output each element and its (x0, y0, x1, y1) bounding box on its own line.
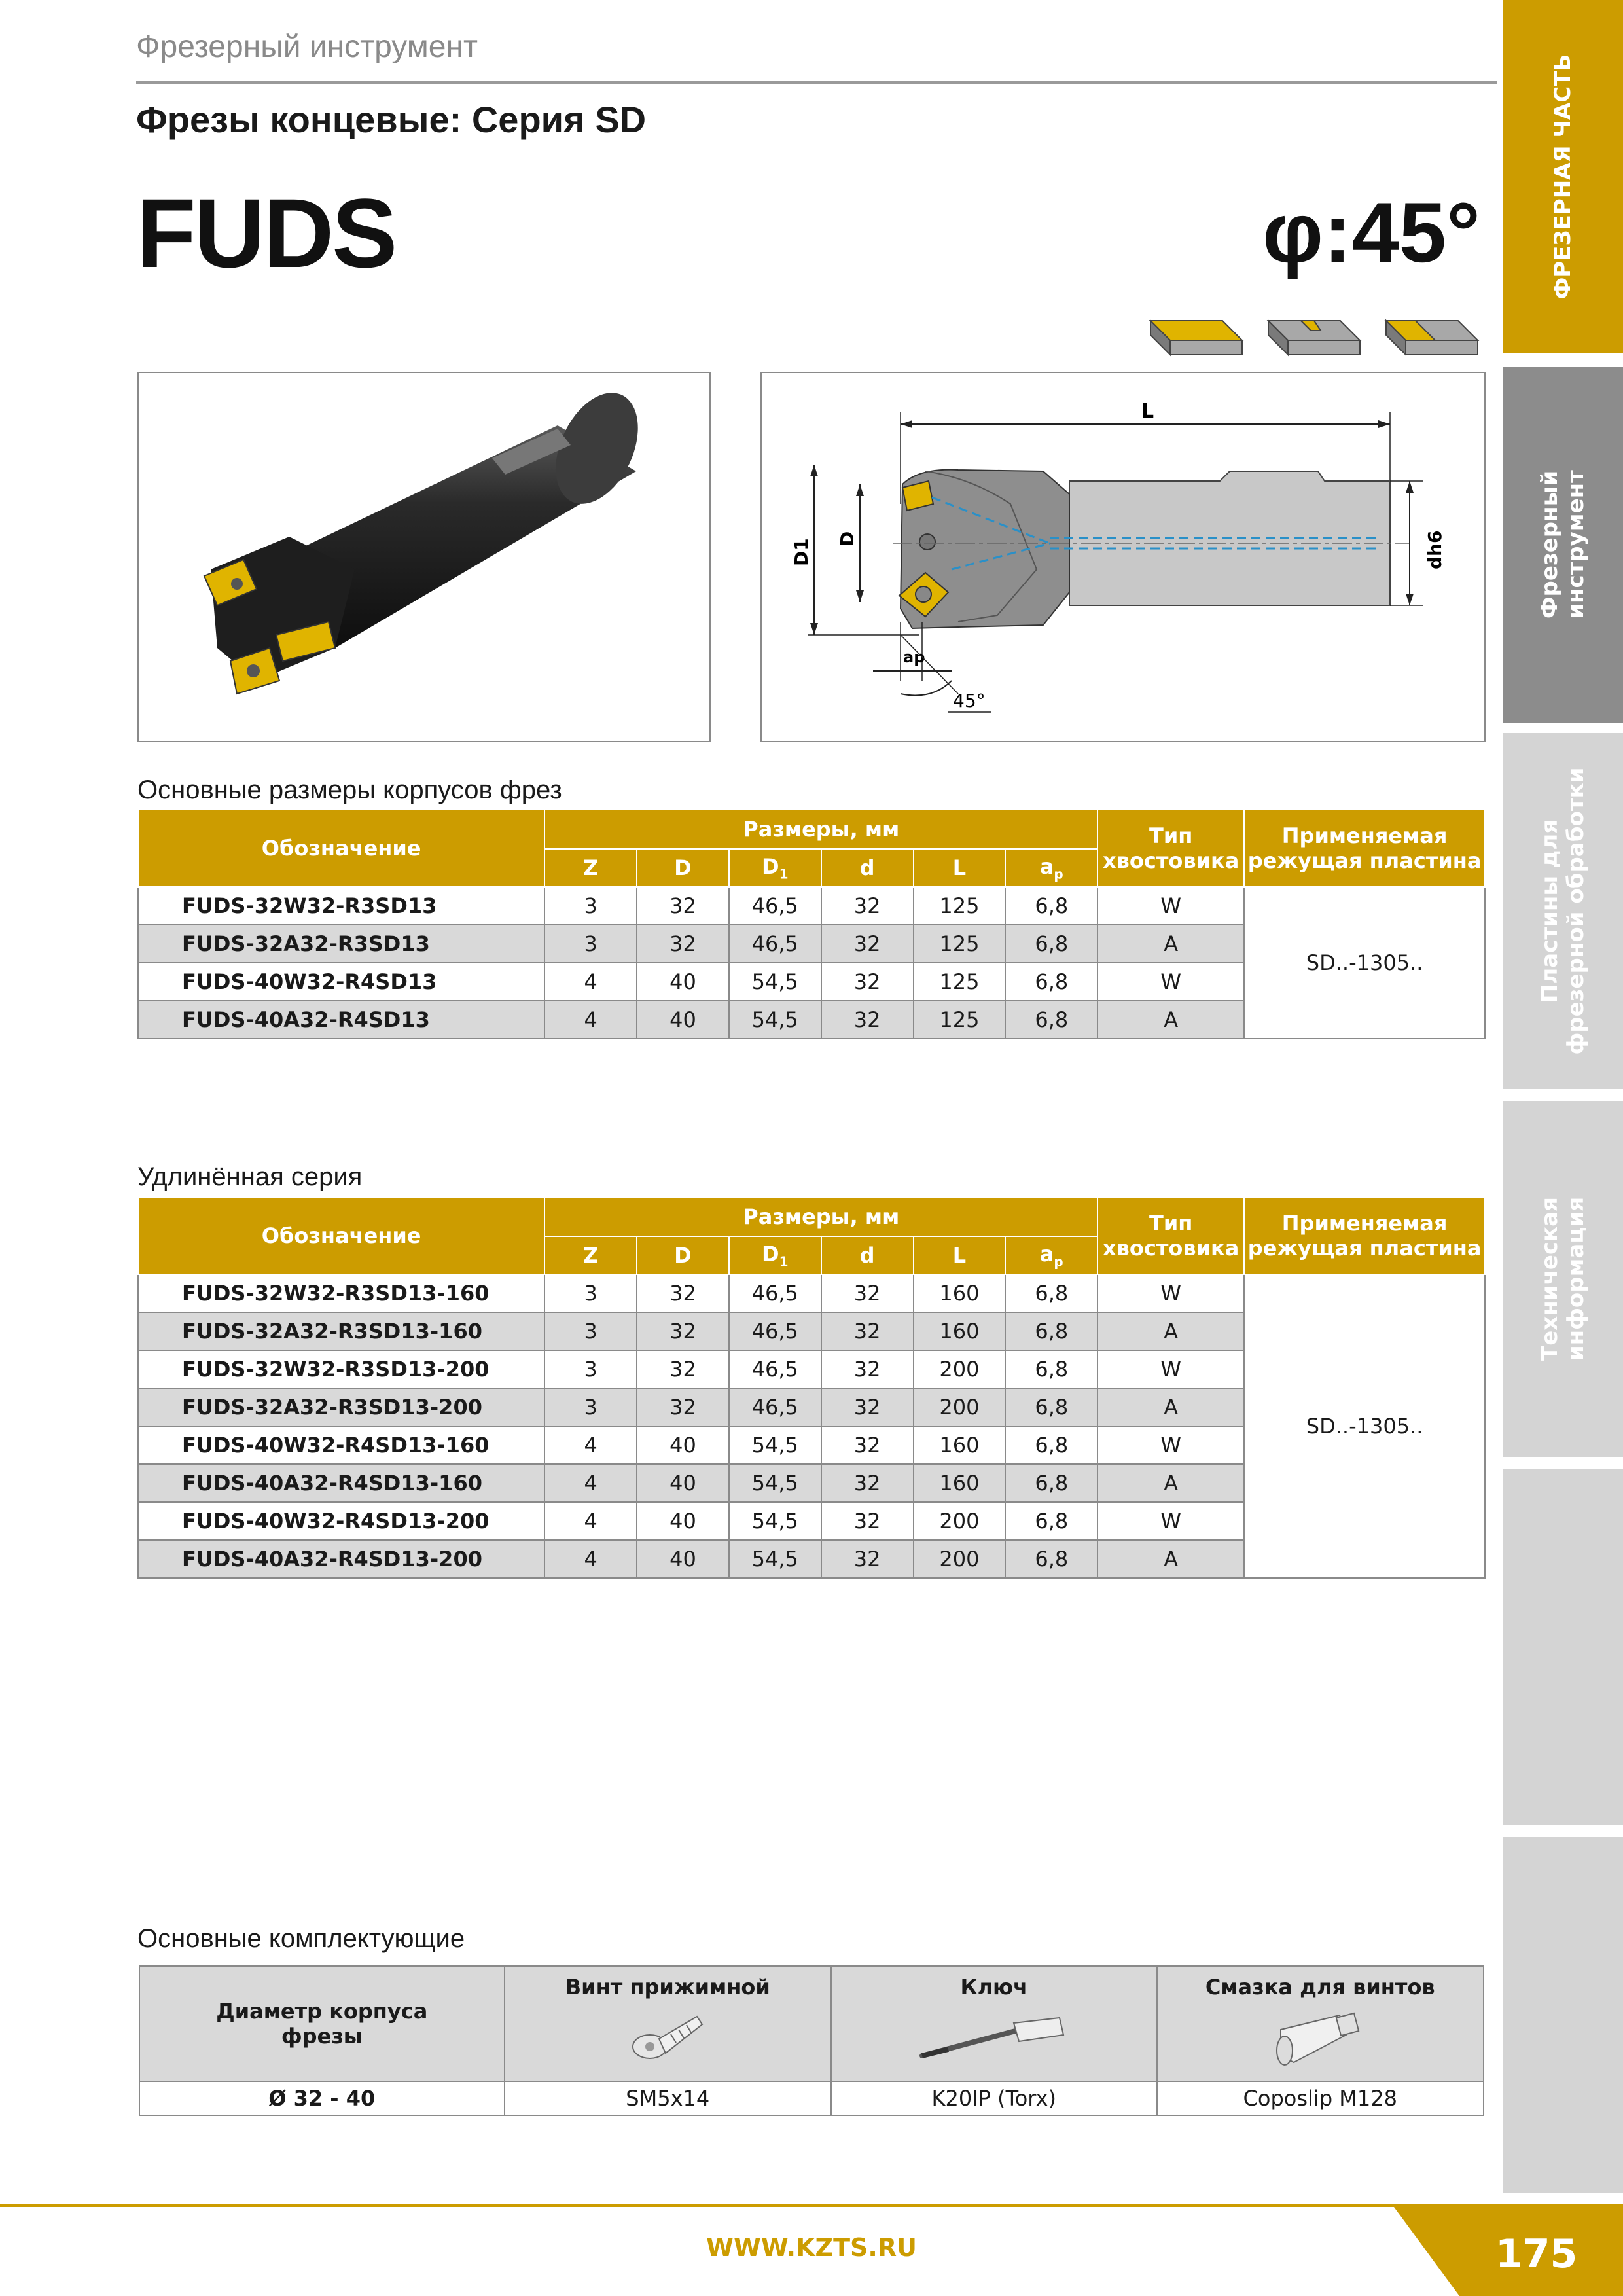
table-cell: 32 (637, 887, 729, 925)
table-cell: 3 (544, 1350, 637, 1388)
table-cell: 6,8 (1005, 1502, 1097, 1540)
table-cell: A (1097, 1001, 1244, 1039)
table-cell: 200 (914, 1502, 1006, 1540)
table-cell: 200 (914, 1540, 1006, 1578)
cell-designation: FUDS-32A32-R3SD13-200 (138, 1388, 544, 1426)
col-header-1: D (637, 849, 729, 887)
insert-chamfer-icon (1268, 321, 1360, 355)
table-cell: 160 (914, 1464, 1006, 1502)
insert-shapes-icon (1144, 308, 1484, 367)
insert-flat-icon (1150, 321, 1242, 355)
table-cell: 32 (637, 925, 729, 963)
table-cell: 46,5 (729, 1274, 821, 1312)
table-cell: 6,8 (1005, 963, 1097, 1001)
side-tab-5[interactable] (1503, 1837, 1623, 2193)
header-shank: Тип хвостовика (1097, 1197, 1244, 1274)
cell-designation: FUDS-32W32-R3SD13-160 (138, 1274, 544, 1312)
table-cell: 3 (544, 1312, 637, 1350)
header-divider (136, 81, 1497, 84)
table-cell: 40 (637, 1464, 729, 1502)
label-D1: D1 (791, 538, 812, 566)
product-photo (137, 372, 711, 742)
table-cell: 32 (637, 1350, 729, 1388)
col-header-2: $D_1$ (729, 1236, 821, 1274)
table-cell: 3 (544, 925, 637, 963)
table-cell: W (1097, 1426, 1244, 1464)
col-header-4: L (914, 849, 1006, 887)
table-cell: W (1097, 963, 1244, 1001)
table-cell: 46,5 (729, 887, 821, 925)
header-name: Обозначение (138, 1197, 544, 1274)
cell-designation: FUDS-32A32-R3SD13 (138, 925, 544, 963)
table-cell: 32 (637, 1388, 729, 1426)
table-cell: W (1097, 887, 1244, 925)
footer-divider (0, 2204, 1623, 2207)
table-cell: 6,8 (1005, 1388, 1097, 1426)
page-number: 175 (1495, 2231, 1578, 2277)
acc-header-diameter: Диаметр корпуса фрезы (139, 1966, 505, 2081)
table-cell: 125 (914, 925, 1006, 963)
angle-label: φ:45° (1262, 185, 1480, 280)
table-cell: W (1097, 1502, 1244, 1540)
table-cell: 54,5 (729, 1426, 821, 1464)
col-header-3: d (821, 849, 914, 887)
table-cell: 3 (544, 887, 637, 925)
col-header-0: Z (544, 849, 637, 887)
table-cell: 32 (821, 887, 914, 925)
table-cell: 32 (821, 925, 914, 963)
cell-designation: FUDS-40A32-R4SD13-160 (138, 1464, 544, 1502)
screw-icon (618, 2003, 717, 2069)
table-cell: 200 (914, 1388, 1006, 1426)
table-cell: 6,8 (1005, 1001, 1097, 1039)
acc-header-screw (505, 1966, 831, 2081)
header-dims: Размеры, мм (544, 1197, 1097, 1236)
cell-designation: FUDS-40W32-R4SD13-160 (138, 1426, 544, 1464)
header-name: Обозначение (138, 810, 544, 887)
technical-drawing (760, 372, 1486, 742)
side-tab-label: Пластины для фрезерной обработки (1537, 767, 1589, 1055)
table-cell: 32 (821, 963, 914, 1001)
table-cell: 160 (914, 1312, 1006, 1350)
col-header-3: d (821, 1236, 914, 1274)
col-header-5: $a_p$ (1005, 849, 1097, 887)
label-D: D (836, 531, 858, 547)
label-angle: 45° (953, 690, 986, 711)
table1 (137, 809, 1486, 1039)
table-cell: 4 (544, 963, 637, 1001)
table-cell: 40 (637, 1426, 729, 1464)
table-cell: A (1097, 925, 1244, 963)
table-cell: 6,8 (1005, 1540, 1097, 1578)
table-cell: 46,5 (729, 925, 821, 963)
table-row (138, 887, 1485, 925)
table-cell: 54,5 (729, 963, 821, 1001)
table-cell: A (1097, 1388, 1244, 1426)
label-dh6: dh6 (1424, 530, 1446, 569)
table-cell: 54,5 (729, 1502, 821, 1540)
table-cell: 40 (637, 1502, 729, 1540)
cell-designation: FUDS-32W32-R3SD13 (138, 887, 544, 925)
table-row (138, 1274, 1485, 1312)
acc-grease-label: Смазка для винтов (1205, 1975, 1435, 2000)
table-cell: 6,8 (1005, 1464, 1097, 1502)
table-cell: 54,5 (729, 1001, 821, 1039)
header-insert: Применяемая режущая пластина (1244, 810, 1485, 887)
drawing-svg (762, 373, 1484, 741)
table-cell: 32 (821, 1001, 914, 1039)
table-cell: 125 (914, 887, 1006, 925)
table-cell: 46,5 (729, 1388, 821, 1426)
table-cell: 3 (544, 1388, 637, 1426)
col-header-2: $D_1$ (729, 849, 821, 887)
col-header-4: L (914, 1236, 1006, 1274)
table-cell: 4 (544, 1502, 637, 1540)
end-mill-image (139, 373, 709, 741)
table2 (137, 1196, 1486, 1579)
table-cell: 6,8 (1005, 925, 1097, 963)
side-tab-0[interactable] (1503, 0, 1623, 353)
side-tab-label: Фрезерный инструмент (1537, 470, 1589, 619)
table1-title: Основные размеры корпусов фрез (137, 776, 562, 804)
side-tab-label: Техническая информация (1537, 1196, 1589, 1361)
side-tab-2[interactable] (1503, 733, 1623, 1089)
insert-corner-icon (1386, 321, 1478, 355)
table-cell: 32 (821, 1388, 914, 1426)
table-cell: 40 (637, 1540, 729, 1578)
cell-designation: FUDS-40W32-R4SD13-200 (138, 1502, 544, 1540)
table-cell: 4 (544, 1426, 637, 1464)
cell-designation: FUDS-40A32-R4SD13 (138, 1001, 544, 1039)
table-cell: 32 (821, 1502, 914, 1540)
col-header-5: $a_p$ (1005, 1236, 1097, 1274)
table-cell: 6,8 (1005, 1350, 1097, 1388)
table-cell: 4 (544, 1540, 637, 1578)
cell-designation: FUDS-40W32-R4SD13 (138, 963, 544, 1001)
table-cell: 125 (914, 1001, 1006, 1039)
table-cell: 4 (544, 1001, 637, 1039)
side-tab-1[interactable] (1503, 367, 1623, 723)
table-cell: 32 (821, 1426, 914, 1464)
table-cell: 40 (637, 1001, 729, 1039)
table-cell: W (1097, 1350, 1244, 1388)
series-title: FUDS (136, 178, 396, 288)
table-cell: 6,8 (1005, 1312, 1097, 1350)
side-tab-label: ФРЕЗЕРНАЯ ЧАСТЬ (1550, 54, 1576, 300)
table-cell: 125 (914, 963, 1006, 1001)
table2-title: Удлинённая серия (137, 1162, 363, 1191)
header-dims: Размеры, мм (544, 810, 1097, 849)
table-cell: 200 (914, 1350, 1006, 1388)
header-insert: Применяемая режущая пластина (1244, 1197, 1485, 1274)
insert-cell: SD..-1305.. (1244, 1274, 1485, 1578)
accessories-table (139, 1965, 1484, 2116)
table-cell: 6,8 (1005, 1274, 1097, 1312)
table-cell: 32 (637, 1274, 729, 1312)
table-cell: 46,5 (729, 1350, 821, 1388)
table-cell: 160 (914, 1426, 1006, 1464)
table-cell: 32 (821, 1540, 914, 1578)
side-tab-3[interactable] (1503, 1101, 1623, 1457)
table-cell: A (1097, 1312, 1244, 1350)
side-tab-4[interactable] (1503, 1469, 1623, 1825)
table-cell: 32 (821, 1350, 914, 1388)
acc-header-key (831, 1966, 1157, 2081)
col-header-1: D (637, 1236, 729, 1274)
table-cell: A (1097, 1540, 1244, 1578)
label-ap: ap (903, 648, 925, 666)
cell-designation: FUDS-32W32-R3SD13-200 (138, 1350, 544, 1388)
col-header-0: Z (544, 1236, 637, 1274)
table-cell: 3 (544, 1274, 637, 1312)
grease-tube-icon (1255, 2003, 1385, 2069)
table-cell: 32 (821, 1312, 914, 1350)
accessories-title: Основные комплектующие (137, 1924, 465, 1953)
table-cell: 46,5 (729, 1312, 821, 1350)
header-shank: Тип хвостовика (1097, 810, 1244, 887)
footer-url[interactable]: WWW.KZTS.RU (706, 2233, 917, 2262)
cell-designation: FUDS-32A32-R3SD13-160 (138, 1312, 544, 1350)
table-cell: 160 (914, 1274, 1006, 1312)
acc-header-grease (1157, 1966, 1484, 2081)
label-L: L (1141, 400, 1154, 423)
table-cell: 54,5 (729, 1540, 821, 1578)
table-cell: 40 (637, 963, 729, 1001)
acc-key-label: Ключ (960, 1975, 1028, 2000)
acc-key-value: K20IP (Torx) (831, 2081, 1157, 2115)
acc-grease-value: Coposlip M128 (1157, 2081, 1484, 2115)
table-cell: 6,8 (1005, 1426, 1097, 1464)
acc-screw-value: SM5x14 (505, 2081, 831, 2115)
table-cell: W (1097, 1274, 1244, 1312)
page-number-badge (1394, 2207, 1623, 2296)
table-cell: 32 (637, 1312, 729, 1350)
acc-diameter-value: Ø 32 - 40 (139, 2081, 505, 2115)
table-cell: 32 (821, 1274, 914, 1312)
table-cell: 4 (544, 1464, 637, 1502)
key-icon (909, 2003, 1079, 2069)
page-subtitle: Фрезы концевые: Серия SD (136, 99, 647, 140)
table-cell: A (1097, 1464, 1244, 1502)
table-cell: 6,8 (1005, 887, 1097, 925)
cell-designation: FUDS-40A32-R4SD13-200 (138, 1540, 544, 1578)
table-cell: 54,5 (729, 1464, 821, 1502)
acc-screw-label: Винт прижимной (565, 1975, 770, 2000)
table-cell: 32 (821, 1464, 914, 1502)
section-title: Фрезерный инструмент (136, 29, 478, 64)
insert-cell: SD..-1305.. (1244, 887, 1485, 1039)
